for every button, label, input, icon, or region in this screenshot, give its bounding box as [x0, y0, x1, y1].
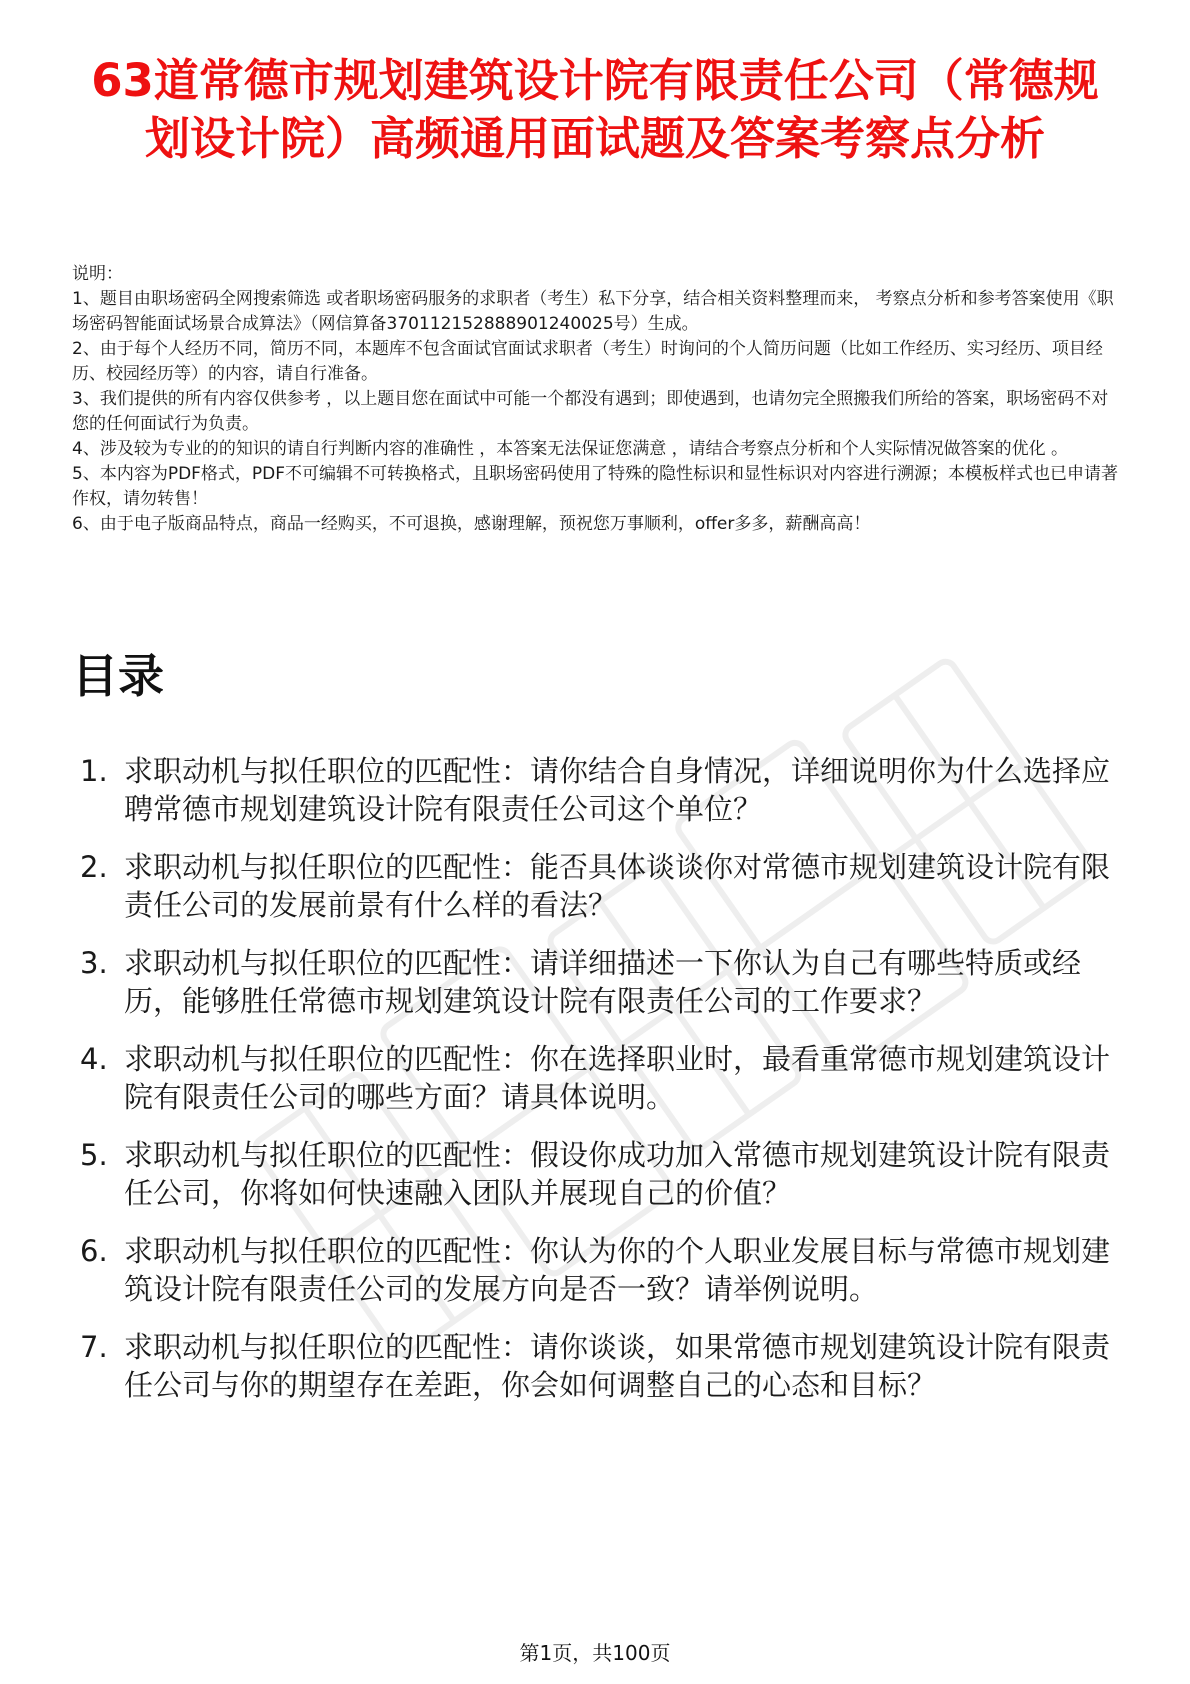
toc-item-text: 求职动机与拟任职位的匹配性：请你结合自身情况，详细说明你为什么选择应聘常德市规划建筑设计院有限责任公司这个单位？: [124, 754, 1111, 826]
toc-item-number: 3.: [80, 946, 108, 980]
note-item-2: 2、由于每个人经历不同，简历不同，本题库不包含面试官面试求职者（考生）时询问的个人简历问题（比如工作经历、实习经历、项目经历、校园经历等）的内容，请自行准备。: [72, 339, 1103, 384]
toc-item-2[interactable]: [72, 848, 1112, 924]
note-item-5: 5、本内容为PDF格式，PDF不可编辑不可转换格式，且职场密码使用了特殊的隐性标识和显性标识对内容进行溯源；本模板样式也已申请著作权，请勿转售！: [72, 464, 1119, 509]
note-item-3: 3、我们提供的所有内容仅供参考 ，以上题目您在面试中可能一个都没有遇到；即使遇到，也请勿完全照搬我们所给的答案，职场密码不对您的任何面试行为负责。: [72, 389, 1109, 434]
toc-item-number: 1.: [80, 754, 108, 788]
toc-item-text: 求职动机与拟任职位的匹配性：你认为你的个人职业发展目标与常德市规划建筑设计院有限责任公司的发展方向是否一致？请举例说明。: [124, 1234, 1111, 1306]
document-title: 63道常德市规划建筑设计院有限责任公司（常德规划设计院）高频通用面试题及答案考察点分析: [91, 54, 1099, 165]
toc-item-6[interactable]: [72, 1232, 1112, 1308]
toc-item-4[interactable]: [72, 1040, 1112, 1116]
page-footer: 第1页，共100页: [519, 1641, 671, 1665]
notes-heading: 说明：: [72, 264, 123, 284]
toc-heading: 目录: [72, 649, 164, 703]
toc-item-7[interactable]: [72, 1328, 1112, 1404]
toc-item-5[interactable]: [72, 1136, 1112, 1212]
toc-item-text: 求职动机与拟任职位的匹配性：假设你成功加入常德市规划建筑设计院有限责任公司，你将如何快速融入团队并展现自己的价值？: [124, 1138, 1111, 1210]
toc-list: [72, 752, 1112, 1424]
toc-item-1[interactable]: [72, 752, 1112, 828]
note-item-1: 1、题目由职场密码全网搜索筛选 或者职场密码服务的求职者（考生）私下分享，结合相关资料整理而来， 考察点分析和参考答案使用《职场密码智能面试场景合成算法》（网信算备370112152888901240025号）生成。: [72, 289, 1114, 334]
note-item-6: 6、由于电子版商品特点，商品一经购买，不可退换，感谢理解，预祝您万事顺利，offer多多，薪酬高高！: [72, 514, 871, 534]
note-item-4: 4、涉及较为专业的的知识的请自行判断内容的准确性 ，本答案无法保证您满意 ，请结合考察点分析和个人实际情况做答案的优化 。: [72, 439, 1069, 459]
toc-item-text: 求职动机与拟任职位的匹配性：你在选择职业时，最看重常德市规划建筑设计院有限责任公司的哪些方面？请具体说明。: [124, 1042, 1111, 1114]
disclaimer-notes: [72, 262, 1122, 537]
toc-item-text: 求职动机与拟任职位的匹配性：能否具体谈谈你对常德市规划建筑设计院有限责任公司的发展前景有什么样的看法？: [124, 850, 1111, 922]
toc-item-number: 2.: [80, 850, 108, 884]
toc-item-text: 求职动机与拟任职位的匹配性：请你谈谈，如果常德市规划建筑设计院有限责任公司与你的期望存在差距，你会如何调整自己的心态和目标？: [124, 1330, 1111, 1402]
toc-item-number: 4.: [80, 1042, 108, 1076]
toc-item-text: 求职动机与拟任职位的匹配性：请详细描述一下你认为自己有哪些特质或经历，能够胜任常德市规划建筑设计院有限责任公司的工作要求？: [124, 946, 1082, 1018]
toc-item-number: 7.: [80, 1330, 108, 1364]
toc-item-number: 6.: [80, 1234, 108, 1268]
toc-item-3[interactable]: [72, 944, 1112, 1020]
toc-item-number: 5.: [80, 1138, 108, 1172]
